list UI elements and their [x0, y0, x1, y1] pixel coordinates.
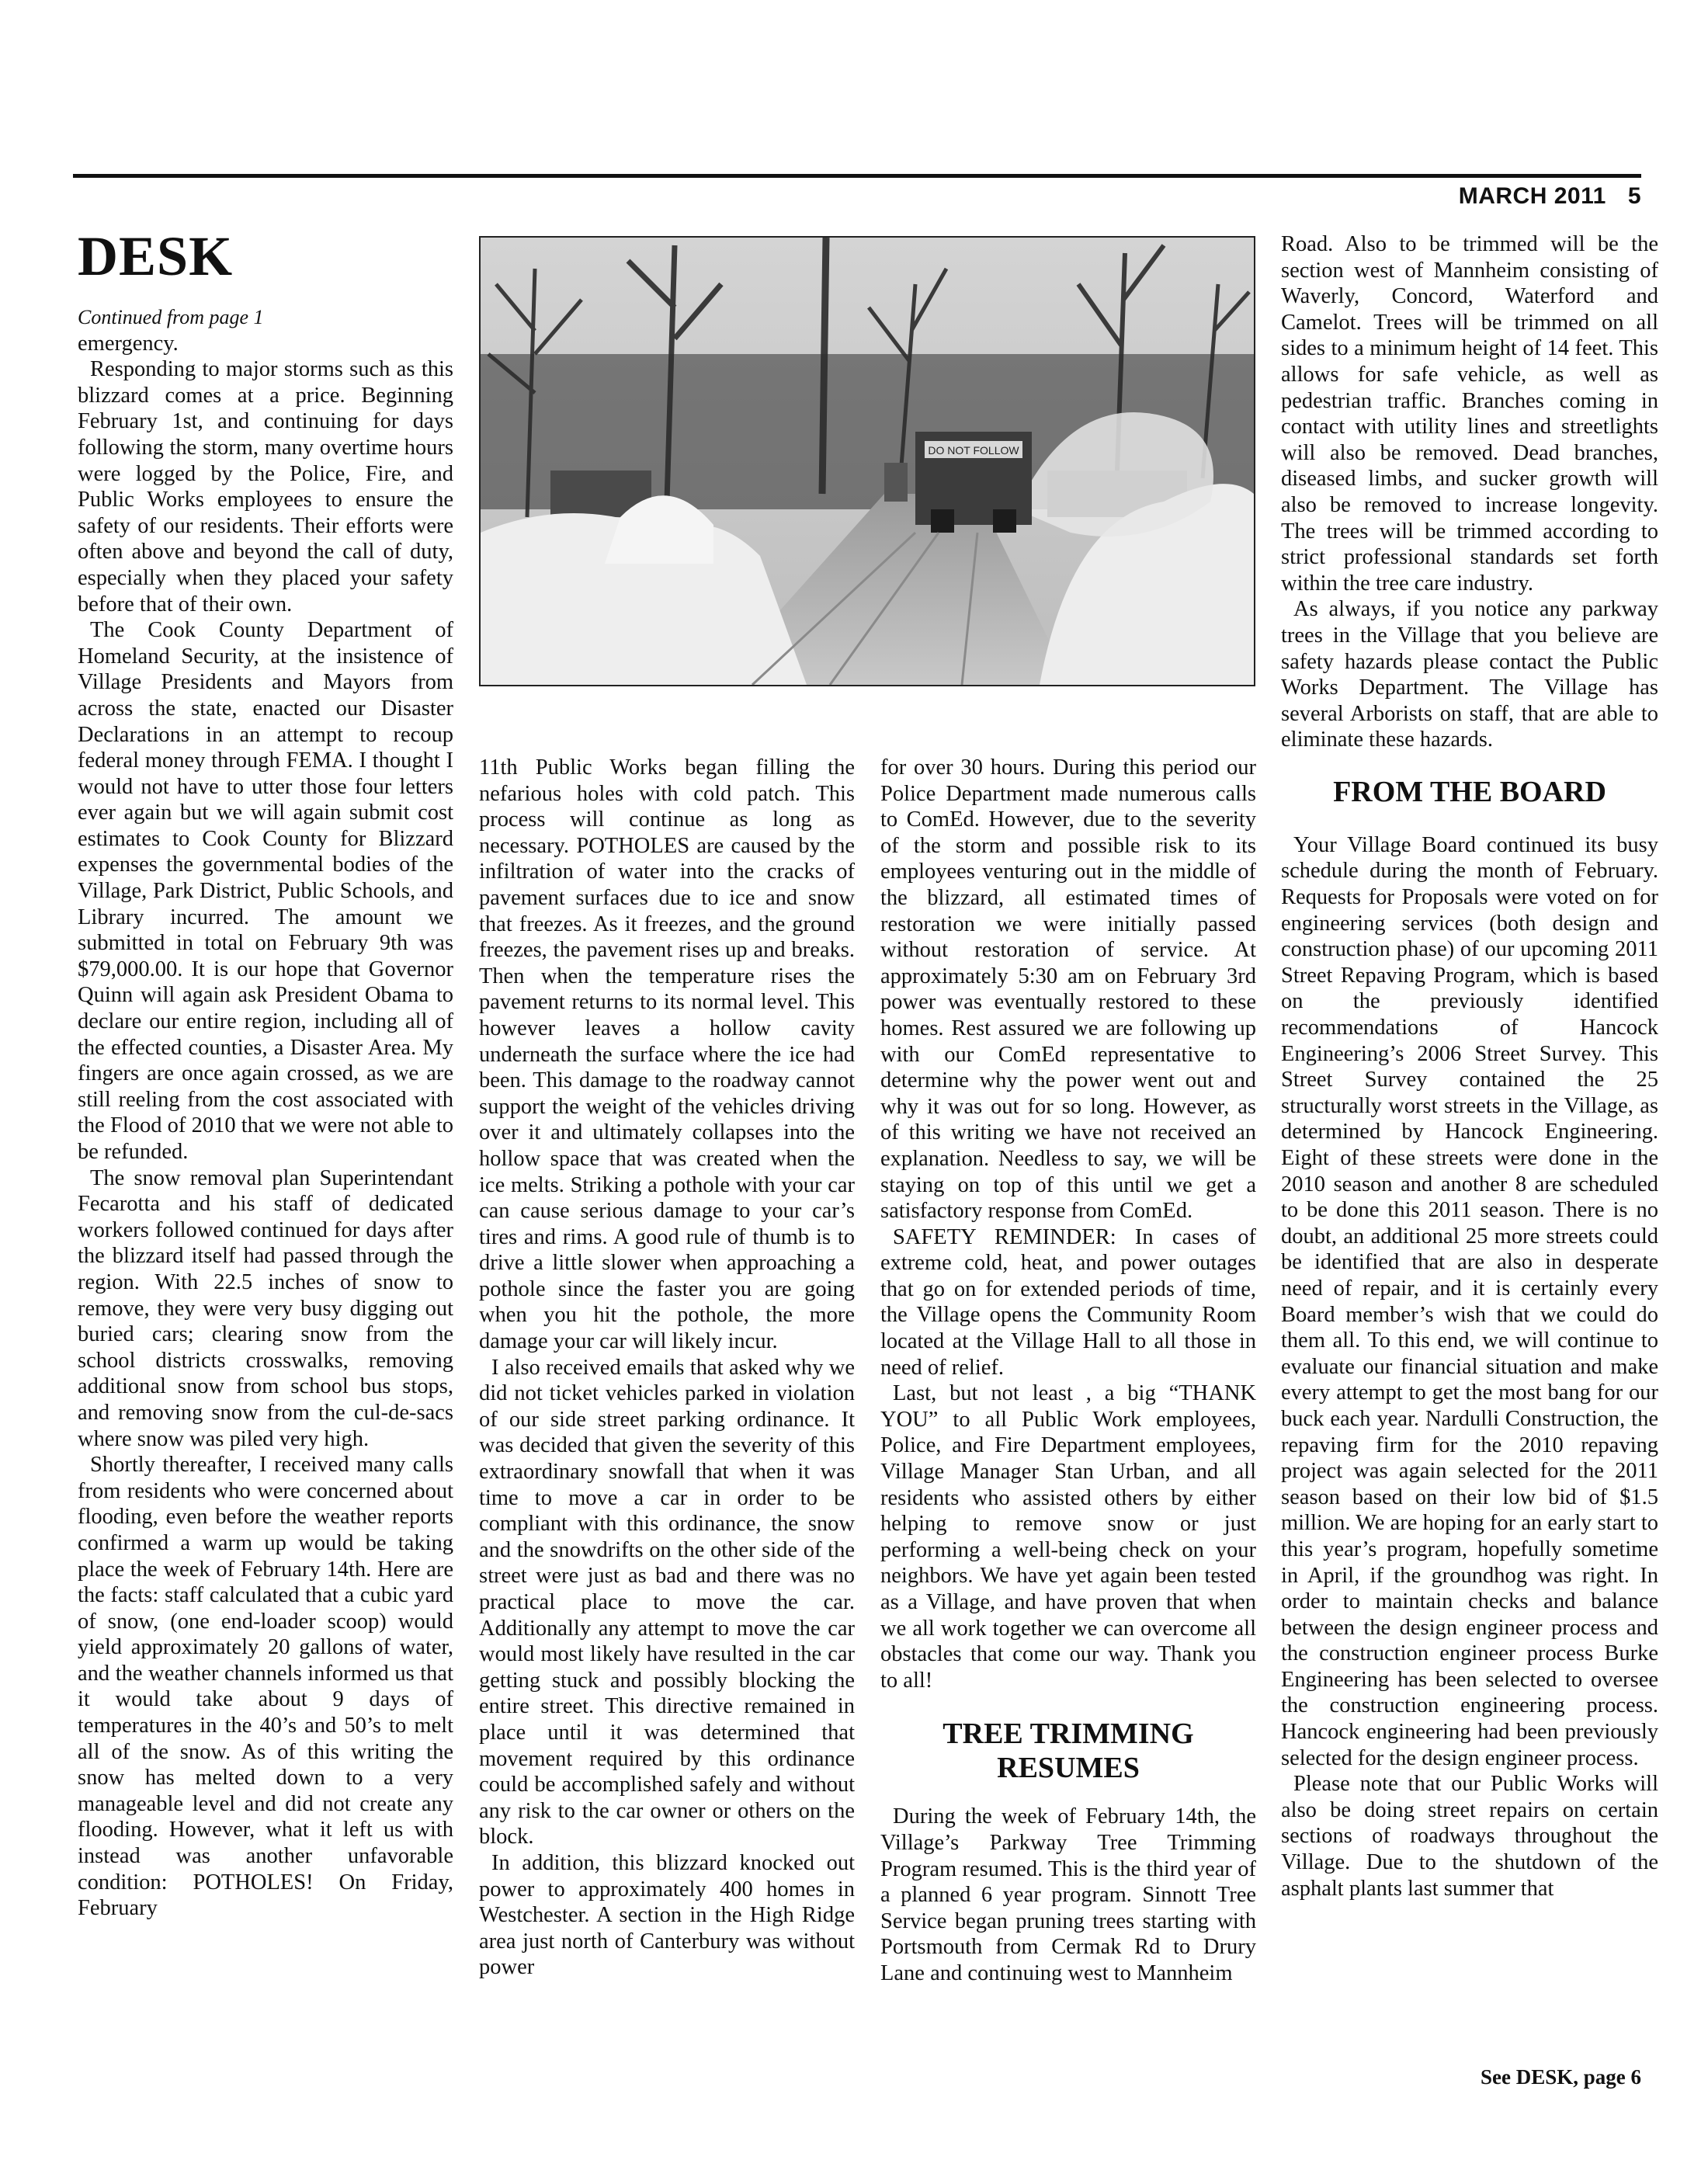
paragraph: I also received emails that asked why we did not ticket vehicles parked in violation of our side street parking ordinance. It was decided that given the severity of this extraordinary snowfall that when it was time to move a car in order to be compliant with this ordinance, the snow and the snowdrifts on the other side of the street were just as bad and there was no practical place to move the car. Additionally any attempt to move the car would most likely have resulted in the car getting stuck and possibly blocking the entire street. This directive remained in place until it was determined that movement required by this ordinance could be accomplished safely and without any risk to the car owner or others on the block.: [479, 1355, 855, 1849]
article-title: DESK: [78, 225, 234, 287]
paragraph: During the week of February 14th, the Village’s Parkway Tree Trimming Program resumed. This is the third year of a planned 6 year program. Sinnott Tree Service began pruning trees starting with Portsmouth from Cermak Rd to Drury Lane and continuing west to Mannheim: [880, 1804, 1256, 1985]
header-rule: [73, 174, 1641, 178]
continued-note: Continued from page 1: [78, 306, 264, 328]
paragraph: for over 30 hours. During this period our Police Department made numerous calls to ComEd. However, due to the severity of the storm and possible risk to its employees venturing out in the middle of the blizzard, all estimated times of restoration we were initially passed without restoration of service. At approximately 5:30 am on February 3rd power was eventually restored to these homes. Rest assured we are following up with our ComEd representative to determine why the power went out and why it was out for so long. However, as of this writing we have not received an explanation. Needless to say, we will be staying on top of this until we get a satisfactory response from ComEd.: [880, 755, 1256, 1224]
tree-trimming-heading: [880, 1717, 1256, 1785]
paragraph: Your Village Board continued its busy schedule during the month of February. Requests for Proposals were voted on for engineering services (both design and construction phase) of our upcoming 2011 Street Repaving Program, which is based on the previously identified recommendations of Hancock Engineering’s 2006 Street Survey. This Street Survey contained the 25 structurally worst streets in the Village, as determined by Hancock Engineering. Eight of these streets were done in the 2010 season and another 8 are scheduled to be done this 2011 season. There is no doubt, an additional 25 more streets could be identified that are also in desperate need of repair, and it is certainly every Board member’s wish that we could do them all. To this end, we will continue to evaluate our financial situation and make every attempt to get the most bang for our buck each year. Nardulli Construction, the repaving firm for the 2010 repaving project was again selected for the 2011 season based on their low bid of $1.5 million. We are hoping for an early start to this year’s program, hopefully sometime in April, if the groundhog was right. In order to maintain checks and balance between the design engineer process and the construction engineer process Burke Engineering has been selected to oversee the construction engineering process. Hancock engineering had been previously selected for the design engineer process.: [1281, 832, 1658, 1770]
column-3: [880, 755, 1256, 1987]
page-header: [1459, 183, 1641, 210]
column-1: [78, 225, 453, 1922]
snow-plow-photo: [479, 236, 1255, 686]
heading-line: RESUMES: [997, 1752, 1140, 1785]
paragraph: 11th Public Works began filling the nefarious holes with cold patch. This process will continue as long as necessary. POTHOLES are caused by the infiltration of water into the cracks of pavement surfaces due to ice and snow that freezes. As it freezes, and the ground freezes, the pavement rises up and breaks. Then when the temperature rises the pavement returns to its normal level. This however leaves a hollow cavity underneath the surface where the ice had been. This damage to the roadway cannot support the weight of the vehicles driving over it and ultimately collapses into the hollow space that was created when the ice melts. Striking a pothole with your car can cause serious damage to your car’s tires and rims. A good rule of thumb is to drive a little slower when approaching a pothole since the faster you are going when you hit the pothole, the more damage your car will likely incur.: [479, 755, 855, 1354]
paragraph: As always, if you notice any parkway trees in the Village that you believe are safety hazards please contact the Public Works Department. The Village has several Arborists on staff, that are able to eliminate these hazards.: [1281, 597, 1658, 752]
column-2: [479, 755, 855, 1981]
column-4: [1281, 231, 1658, 1901]
snow-street-image: [481, 238, 1254, 685]
page-number: 5: [1627, 183, 1641, 209]
paragraph: The Cook County Department of Homeland Security, at the insistence of Village Presidents and Mayors from across the state, enacted our Disaster Declarations in an attempt to recoup federal money through FEMA. I thought I would not have to utter those four letters ever again but we will again submit cost estimates to Cook County for Blizzard expenses the governmental bodies of the Village, Park District, Public Schools, and Library incurred. The amount we submitted in total on February 9th was $79,000.00. It is our hope that Governor Quinn will again ask President Obama to declare our entire region, including all of the effected counties, a Disaster Area. My fingers are once again crossed, as we are still reeling from the cost associated with the Flood of 2010 that we were not able to be refunded.: [78, 618, 453, 1164]
paragraph: Please note that our Public Works will also be doing street repairs on certain sections of roadways throughout the Village. Due to the shutdown of the asphalt plants last summer that: [1281, 1772, 1658, 1901]
paragraph: Responding to major storms such as this blizzard comes at a price. Beginning February 1st, and continuing for days following the storm, many overtime hours were logged by the Police, Fire, and Public Works employees to ensure the safety of our residents. Their efforts were often above and beyond the call of duty, especially when they placed your safety before that of their own.: [78, 357, 453, 616]
paragraph: Shortly thereafter, I received many calls from residents who were concerned about flooding, even before the weather reports confirmed a warm up would be taking place the week of February 14th. Here are the facts: staff calculated that a cubic yard of snow, (one end-loader scoop) would yield approximately 20 gallons of water, and the weather channels informed us that it would take about 9 days of temperatures in the 40’s and 50’s to melt all of the snow. As of this writing the snow has melted down to a very manageable level and did not create any flooding. However, what it left us with instead was another unfavorable condition: POTHOLES! On Friday, February: [78, 1453, 453, 1921]
continued-on-page-link: See DESK, page 6: [1480, 2065, 1641, 2089]
heading-line: TREE TRIMMING: [943, 1717, 1194, 1751]
paragraph: The snow removal plan Superintendant Fecarotta and his staff of dedicated workers followed continued for days after the blizzard itself had passed through the region. With 22.5 inches of snow to remove, they were very busy digging out buried cars; clearing snow from the school districts crosswalks, removing additional snow from school bus stops, and removing snow from the cul-de-sacs where snow was piled very high.: [78, 1165, 453, 1451]
truck-sign: DO NOT FOLLOW: [928, 444, 1019, 457]
paragraph: Last, but not least , a big “THANK YOU” to all Public Work employees, Police, and Fire Department employees, Village Manager Stan Urban, and all residents who assisted others by either helping to remove snow or just performing a well-being check on your neighbors. We have yet again been tested as a Village, and have proven that when we all work together we can overcome all obstacles that come our way. Thank you to all!: [880, 1381, 1256, 1693]
paragraph: In addition, this blizzard knocked out power to approximately 400 homes in Westchester. A section in the High Ridge area just north of Canterbury was without power: [479, 1850, 855, 1980]
paragraph: SAFETY REMINDER: In cases of extreme cold, heat, and power outages that go on for extended periods of time, the Village opens the Community Room located at the Village Hall to all those in need of relief.: [880, 1224, 1256, 1380]
issue-date: MARCH 2011: [1458, 183, 1606, 209]
paragraph: Road. Also to be trimmed will be the section west of Mannheim consisting of Waverly, Concord, Waterford and Camelot. Trees will be trimmed on all sides to a minimum height of 14 feet. This allows for safe vehicle, as well as pedestrian traffic. Branches coming in contact with utility lines and streetlights will also be removed. Dead branches, diseased limbs, and sucker growth will also be removed to increase longevity. The trees will be trimmed according to strict professional standards set forth within the tree care industry.: [1281, 232, 1658, 596]
paragraph: emergency.: [78, 331, 179, 356]
from-the-board-heading: FROM THE BOARD: [1333, 775, 1606, 808]
